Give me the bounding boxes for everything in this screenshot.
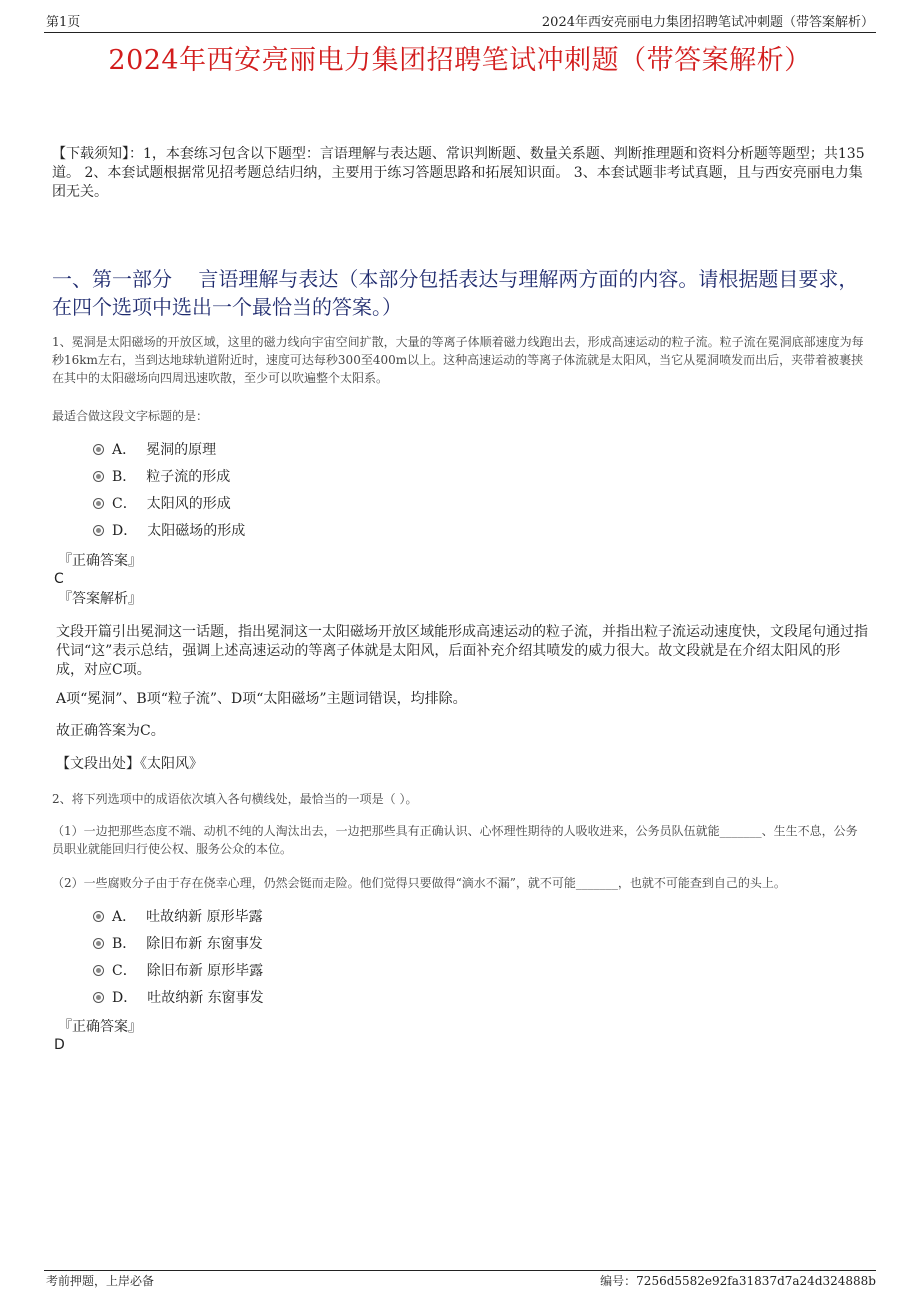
option-c[interactable]: C． 太阳风的形成 <box>93 491 245 518</box>
option-a[interactable]: A． 吐故纳新 原形毕露 <box>93 904 264 931</box>
correct-answer-label: 『正确答案』 <box>58 1019 142 1035</box>
correct-answer: D <box>54 1037 65 1053</box>
question-1-options <box>93 437 245 545</box>
page-header <box>44 12 876 33</box>
page-number: 第1页 <box>46 15 81 30</box>
question-1-text: 1、冕洞是太阳磁场的开放区域，这里的磁力线向宇宙空间扩散，大量的等离子体顺着磁力线跑出去，形成高速运动的粒子流。粒子流在冕洞底部速度为每秒16km左右，当到达地球轨道附近时，速度可达每秒300至400m以上。这种高速运动的等离子体流就是太阳风，当它从冕洞喷发而出后，夹带着被裹挟在其中的太阳磁场向四周迅速吹散，至少可以吹遍整个太阳系。 <box>52 335 864 385</box>
radio-icon[interactable] <box>93 992 104 1003</box>
radio-icon[interactable] <box>93 525 104 536</box>
analysis-label: 『答案解析』 <box>58 591 142 607</box>
footer-slogan: 考前押题，上岸必备 <box>46 1274 155 1288</box>
option-d[interactable]: D． 太阳磁场的形成 <box>93 518 245 545</box>
analysis-paragraph-2: A项“冕洞”、B项“粒子流”、D项“太阳磁场”主题词错误，均排除。 <box>56 691 467 707</box>
correct-answer-label: 『正确答案』 <box>58 553 142 569</box>
source-citation: 【文段出处】《太阳风》 <box>56 756 203 772</box>
radio-icon[interactable] <box>93 965 104 976</box>
question-2-options <box>93 904 264 1012</box>
radio-icon[interactable] <box>93 471 104 482</box>
analysis-paragraph-3: 故正确答案为C。 <box>56 723 165 739</box>
section-heading: 一、第一部分 言语理解与表达（本部分包括表达与理解两方面的内容。请根据题目要求，在四个选项中选出一个最恰当的答案。） <box>52 267 859 319</box>
option-c[interactable]: C． 除旧布新 原形毕露 <box>93 958 264 985</box>
radio-icon[interactable] <box>93 938 104 949</box>
download-notice: 【下载须知】：1，本套练习包含以下题型：言语理解与表达题、常识判断题、数量关系题、判断推理题和资料分析题等题型；共135道。 2、本套试题根据常见招考题总结归纳，主要用于练习答题思路和拓展知识面。 3、本套试题非考试真题，且与西安亮丽电力集团无关。 <box>52 146 865 200</box>
question-1-prompt: 最适合做这段文字标题的是： <box>52 409 209 423</box>
analysis-paragraph-1: 文段开篇引出冕洞这一话题，指出冕洞这一太阳磁场开放区域能形成高速运动的粒子流，并指出粒子流运动速度快，文段尾句通过指代词“这”表示总结，强调上述高速运动的等离子体就是太阳风，后面补充介绍其喷发的威力很大。故文段就是在介绍太阳风的形成，对应C项。 <box>56 624 868 678</box>
radio-icon[interactable] <box>93 911 104 922</box>
header-doc-title: 2024年西安亮丽电力集团招聘笔试冲刺题（带答案解析） <box>541 15 874 30</box>
document-title: 2024年西安亮丽电力集团招聘笔试冲刺题（带答案解析） <box>108 45 812 76</box>
option-a[interactable]: A． 冕洞的原理 <box>93 437 245 464</box>
question-2-sentence-2: （2）一些腐败分子由于存在侥幸心理，仍然会铤而走险。他们觉得只要做得“滴水不漏”，就不可能_______，也就不可能查到自己的头上。 <box>52 876 786 890</box>
option-b[interactable]: B． 除旧布新 东窗事发 <box>93 931 264 958</box>
question-2-sentence-1: （1）一边把那些态度不端、动机不纯的人淘汰出去，一边把那些具有正确认识、心怀理性期待的人吸收进来，公务员队伍就能_______、生生不息，公务员职业就能回归行使公权、服务公众的本位。 <box>52 824 858 856</box>
radio-icon[interactable] <box>93 444 104 455</box>
footer-doc-id: 编号：7256d5582e92fa31837d7a24d324888b <box>600 1274 876 1288</box>
correct-answer: C <box>54 571 64 587</box>
option-d[interactable]: D． 吐故纳新 东窗事发 <box>93 985 264 1012</box>
question-2-text: 2、将下列选项中的成语依次填入各句横线处，最恰当的一项是（ ）。 <box>52 792 418 806</box>
option-b[interactable]: B． 粒子流的形成 <box>93 464 245 491</box>
footer-rule <box>44 1270 876 1271</box>
radio-icon[interactable] <box>93 498 104 509</box>
